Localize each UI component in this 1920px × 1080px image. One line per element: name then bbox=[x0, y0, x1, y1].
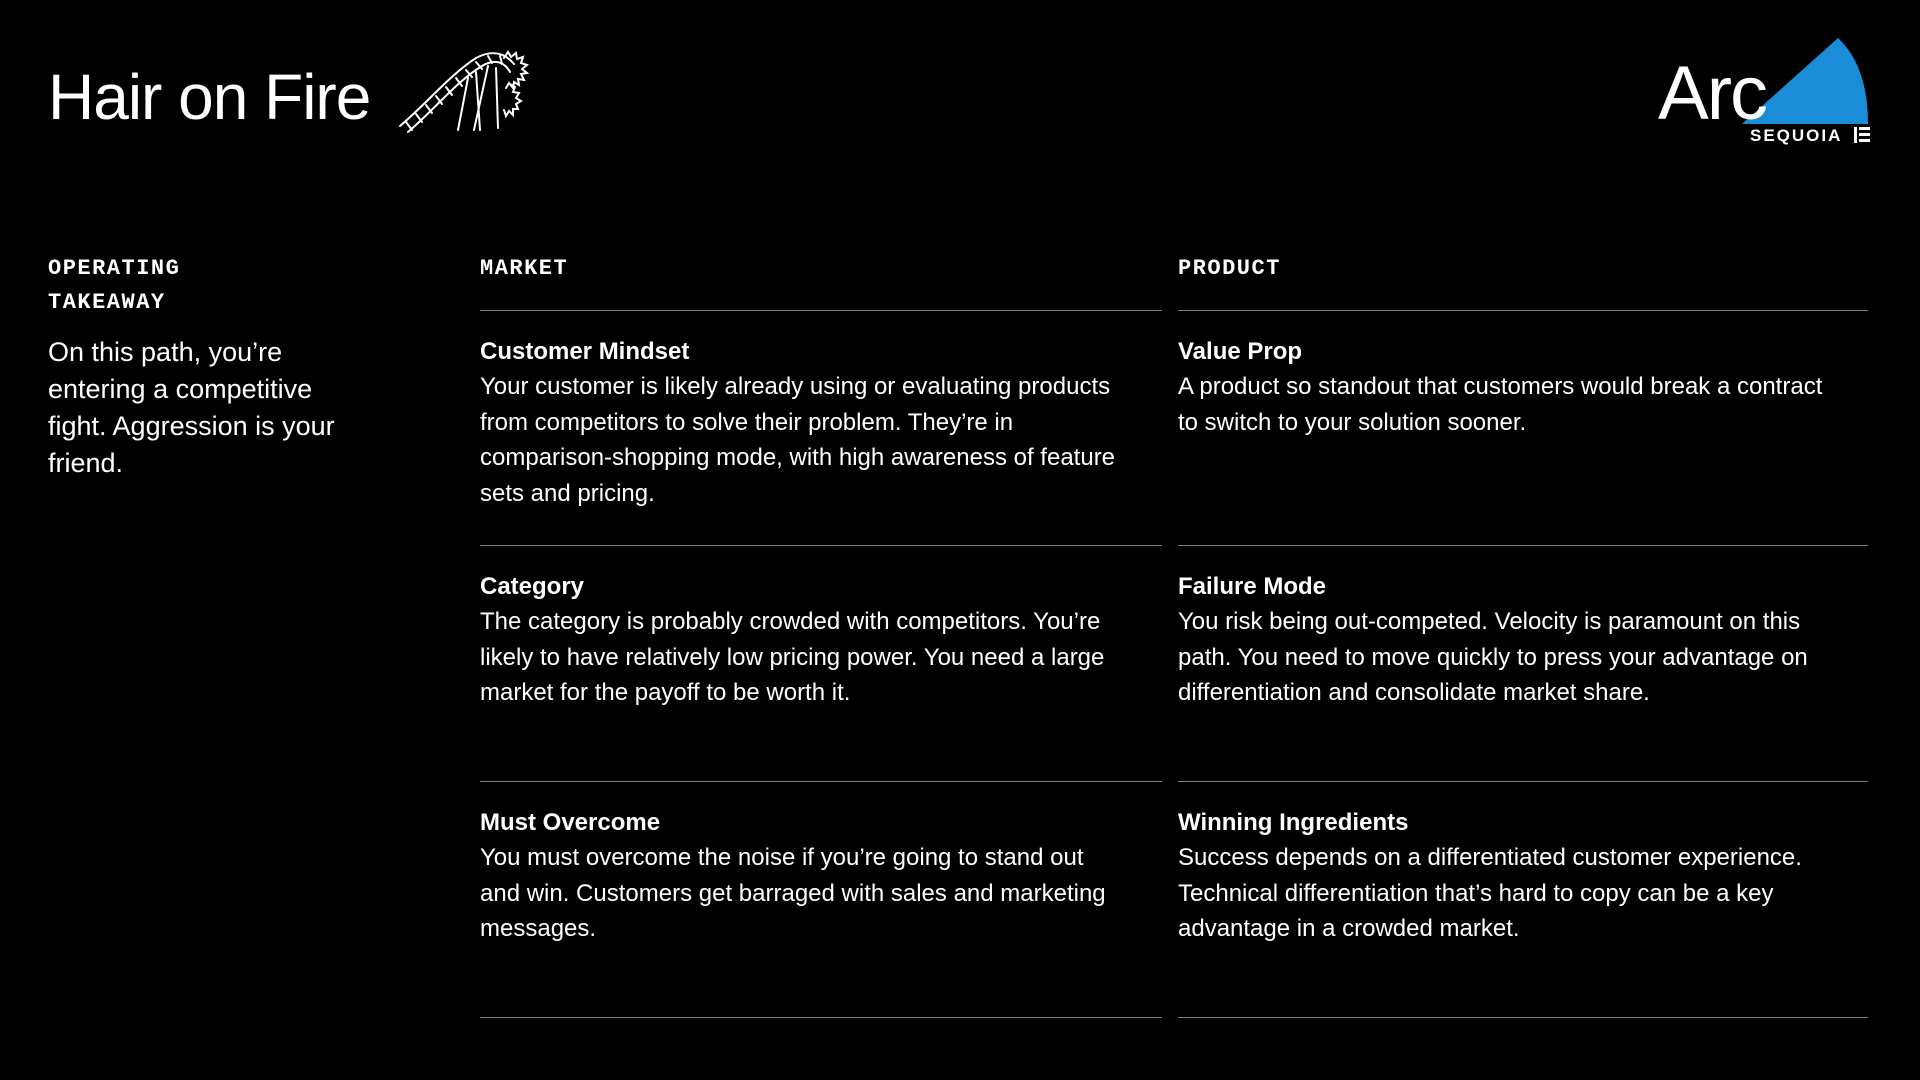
product-value-prop bbox=[1178, 334, 1828, 440]
cell-title: Winning Ingredients bbox=[1178, 809, 1409, 836]
cell-title: Must Overcome bbox=[480, 809, 661, 836]
product-column-label: PRODUCT bbox=[1178, 256, 1281, 281]
logo-wordmark: Arc bbox=[1658, 51, 1766, 136]
cell-title: Value Prop bbox=[1178, 338, 1303, 365]
sequoia-mark-icon bbox=[1854, 127, 1870, 143]
divider bbox=[480, 781, 1162, 782]
page-title: Hair on Fire bbox=[48, 61, 371, 133]
takeaway-label: OPERATING TAKEAWAY bbox=[48, 256, 181, 315]
arc-sequoia-logo bbox=[1658, 38, 1868, 148]
takeaway-text: On this path, you’re entering a competitive fight. Aggression is your friend. bbox=[48, 337, 335, 478]
divider bbox=[480, 545, 1162, 546]
product-failure-mode bbox=[1178, 569, 1828, 711]
market-category bbox=[480, 569, 1120, 711]
divider bbox=[1178, 545, 1868, 546]
cell-body: A product so standout that customers would break a contract to switch to your solution sooner. bbox=[1178, 373, 1823, 436]
product-winning-ingredients bbox=[1178, 805, 1828, 947]
cell-body: You risk being out-competed. Velocity is paramount on this path. You need to move quickly to press your advantage on differentiation and consolidate market share. bbox=[1178, 608, 1808, 706]
cell-title: Category bbox=[480, 573, 585, 600]
roller-coaster-icon bbox=[396, 44, 536, 136]
market-must-overcome bbox=[480, 805, 1120, 947]
logo-subtitle: SEQUOIA bbox=[1750, 126, 1843, 145]
cell-body: You must overcome the noise if you’re going to stand out and win. Customers get barraged with sales and marketing messages. bbox=[480, 844, 1106, 942]
cell-body: Success depends on a differentiated customer experience. Technical differentiation that’s hard to copy can be a key advantage in a crowded market. bbox=[1178, 844, 1802, 942]
cell-body: Your customer is likely already using or evaluating products from competitors to solve their problem. They’re in comparison-shopping mode, with high awareness of feature sets and pricing. bbox=[480, 373, 1116, 507]
divider bbox=[1178, 310, 1868, 311]
divider bbox=[1178, 1017, 1868, 1018]
divider bbox=[480, 310, 1162, 311]
cell-title: Customer Mindset bbox=[480, 338, 690, 365]
cell-title: Failure Mode bbox=[1178, 573, 1327, 600]
market-customer-mindset bbox=[480, 334, 1120, 511]
cell-body: The category is probably crowded with competitors. You’re likely to have relatively low pricing power. You need a large market for the payoff to be worth it. bbox=[480, 608, 1105, 706]
divider bbox=[1178, 781, 1868, 782]
market-column-label: MARKET bbox=[480, 256, 569, 281]
divider bbox=[480, 1017, 1162, 1018]
